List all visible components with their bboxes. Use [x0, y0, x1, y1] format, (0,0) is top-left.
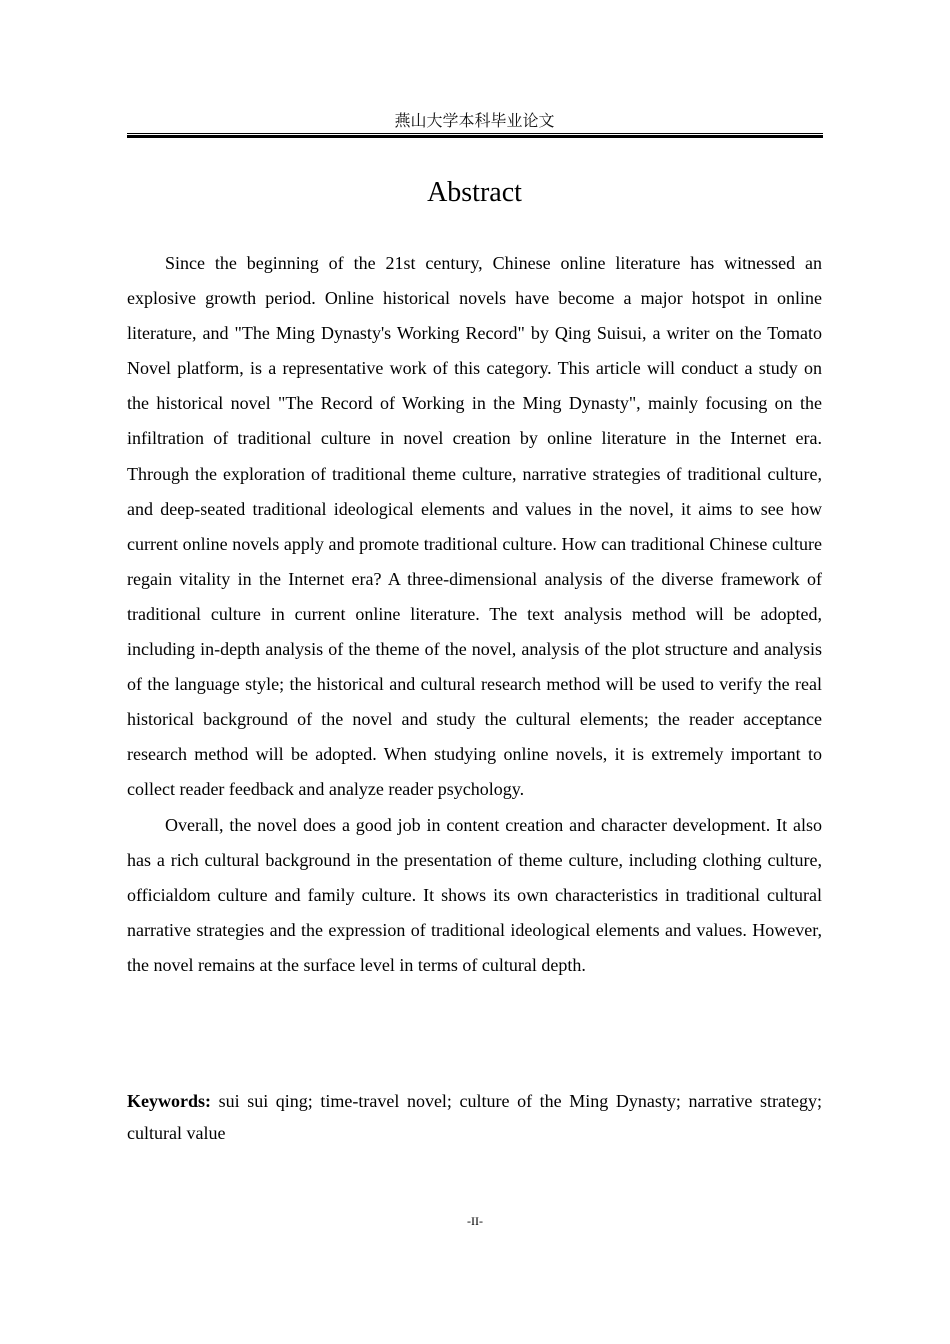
keywords-text: sui sui qing; time-travel novel; culture of the Ming Dynasty; narrative strategy; cultural value: [127, 1091, 822, 1143]
keywords: [127, 1085, 822, 1149]
running-header: 燕山大学本科毕业论文: [394, 113, 555, 130]
page-title: Abstract: [427, 177, 522, 208]
abstract-body: [127, 246, 822, 983]
abstract-paragraph: Overall, the novel does a good job in content creation and character development. It also has a rich cultural background in the presentation of theme culture, including clothing culture, officialdom culture and family culture. It shows its own characteristics in traditional cultural narrative strategies and the expression of traditional ideological elements and values. However, the novel remains at the surface level in terms of cultural depth.: [127, 814, 822, 975]
page-number: -II-: [467, 1214, 483, 1228]
abstract-paragraph: Since the beginning of the 21st century, Chinese online literature has witnessed an explosive growth period. Online historical novels have become a major hotspot in online literature, and "The Ming Dynasty's Working Record" by Qing Suisui, a writer on the Tomato Novel platform, is a representative work of this category. This article will conduct a study on the historical novel "The Record of Working in the Ming Dynasty", mainly focusing on the infiltration of traditional culture in novel creation by online literature in the Internet era. Through the exploration of traditional theme culture, narrative strategies of traditional culture, and deep-seated traditional ideological elements and values in the novel, it aims to see how current online novels apply and promote traditional culture. How can traditional Chinese culture regain vitality in the Internet era? A three-dimensional analysis of the diverse framework of traditional culture in current online literature. The text analysis method will be adopted, including in-depth analysis of the theme of the novel, analysis of the plot structure and analysis of the language style; the historical and cultural research method will be used to verify the real historical background of the novel and study the cultural elements; the reader acceptance research method will be adopted. When studying online novels, it is extremely important to collect reader feedback and analyze reader psychology.: [127, 253, 822, 800]
header-rule-thick: [127, 135, 823, 138]
keywords-label: Keywords:: [127, 1091, 211, 1111]
header-rule-thin: [127, 133, 823, 134]
